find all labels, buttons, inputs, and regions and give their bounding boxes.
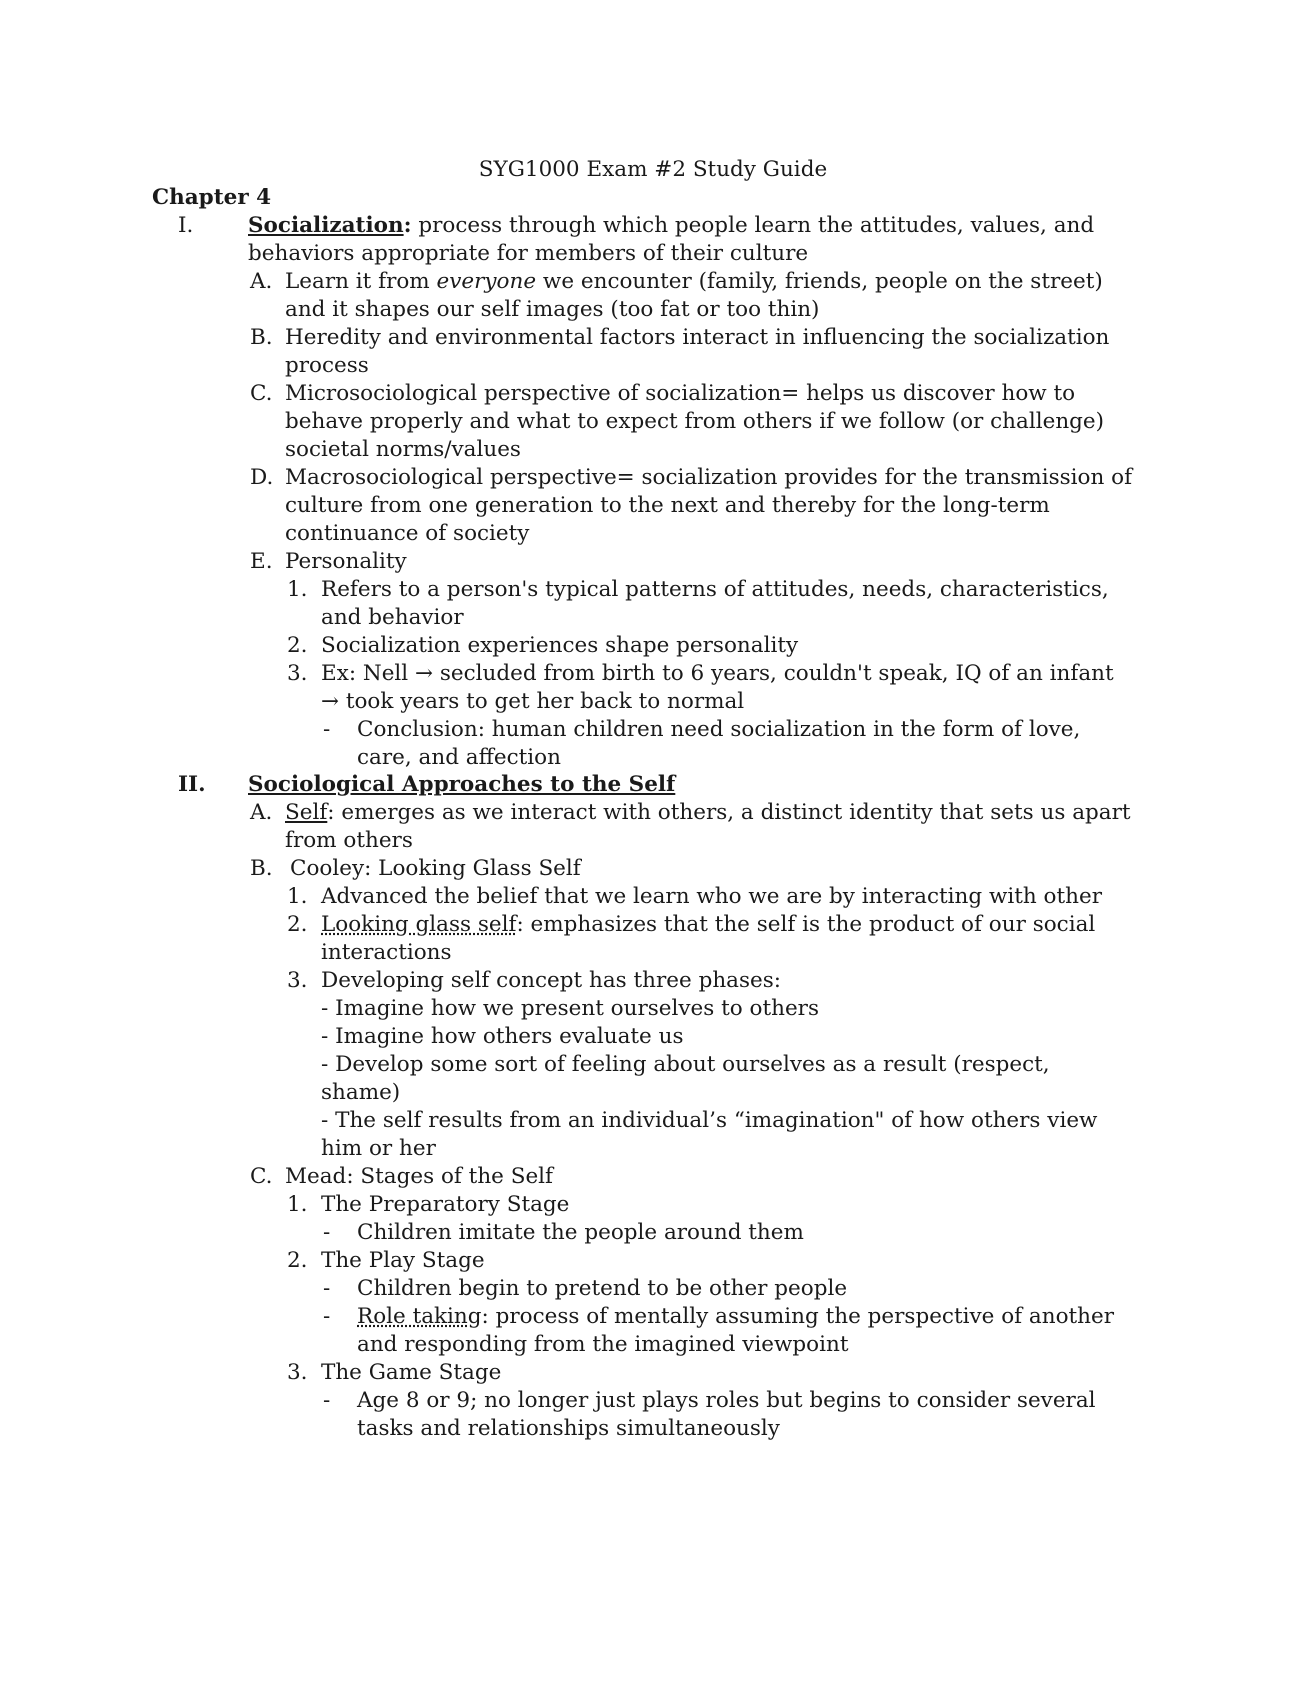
outline-marker: 1. [287,1192,308,1217]
document-title: SYG1000 Exam #2 Study Guide [478,157,828,182]
outline-text: Advanced the belief that we learn who we are by interacting with other [321,884,1102,909]
outline-marker: 2. [287,633,308,658]
text-span: we encounter (family, friends, people on the street) [536,269,1103,294]
outline-text: Refers to a person's typical patterns of attitudes, needs, characteristics, [321,577,1109,602]
outline-text [321,910,1095,940]
outline-text: The Preparatory Stage [321,1192,570,1217]
outline-text: - Imagine how others evaluate us [321,1024,684,1049]
outline-marker: 3. [287,661,308,686]
outline-text: from others [285,828,413,853]
outline-text: and responding from the imagined viewpoint [357,1332,849,1357]
dash-marker: - [323,1388,331,1413]
definition-text: : process of mentally assuming the perspective of another [481,1304,1115,1329]
outline-marker: C. [250,381,273,406]
outline-text: tasks and relationships simultaneously [357,1416,780,1441]
outline-text: The Game Stage [321,1360,502,1385]
definition-text: : emerges as we interact with others, a distinct identity that sets us apart [327,800,1131,825]
section-number: I. [178,213,194,238]
outline-text: and it shapes our self images (too fat or too thin) [285,297,820,322]
outline-text: Heredity and environmental factors interact in influencing the socialization [285,325,1110,350]
outline-text: Developing self concept has three phases: [321,968,782,993]
outline-text: shame) [321,1080,401,1105]
outline-text: behave properly and what to expect from others if we follow (or challenge) [285,409,1105,434]
outline-marker: 2. [287,1248,308,1273]
outline-marker: 3. [287,968,308,993]
section-number: II. [178,772,206,797]
outline-text: → took years to get her back to normal [321,689,745,714]
chapter-heading: Chapter 4 [152,185,272,210]
outline-text: culture from one generation to the next and thereby for the long-term [285,493,1050,518]
section-heading: Sociological Approaches to the Self [248,772,676,797]
outline-text: Age 8 or 9; no longer just plays roles but begins to consider several [357,1388,1096,1413]
outline-text: continuance of society [285,521,530,546]
outline-text: Macrosociological perspective= socialization provides for the transmission of [285,465,1133,490]
dash-marker: - [323,1276,331,1301]
key-term: Role taking [357,1304,482,1329]
outline-text [357,1302,1114,1332]
outline-text: Microsociological perspective of socialization= helps us discover how to [285,381,1076,406]
outline-marker: D. [250,465,274,490]
outline-text: The Play Stage [321,1248,485,1273]
outline-text: - Develop some sort of feeling about ourselves as a result (respect, [321,1052,1050,1077]
key-term: Looking glass self [321,912,517,937]
outline-marker: B. [250,325,273,350]
outline-marker: A. [250,800,273,825]
outline-text: behaviors appropriate for members of their culture [248,241,809,266]
emphasis-text: everyone [436,269,537,294]
definition-text: process through which people learn the attitudes, values, and [411,213,1095,238]
outline-text: Mead: Stages of the Self [285,1164,554,1189]
dash-marker: - [323,717,331,742]
outline-marker: 3. [287,1360,308,1385]
outline-marker: 2. [287,912,308,937]
outline-text: interactions [321,940,452,965]
outline-text: care, and affection [357,745,561,770]
outline-text: societal norms/values [285,437,521,462]
outline-text: - The self results from an individual’s “imagination" of how others view [321,1108,1098,1133]
outline-text: Personality [285,549,407,574]
outline-text [285,267,1103,297]
dash-marker: - [323,1220,331,1245]
outline-text: him or her [321,1136,436,1161]
outline-text [248,211,1094,241]
outline-marker: E. [250,549,273,574]
key-term-colon: : [403,213,412,238]
text-span: Learn it from [285,269,437,294]
dash-marker: - [323,1304,331,1329]
outline-text: Children begin to pretend to be other people [357,1276,848,1301]
outline-text [285,798,1131,828]
outline-text: Socialization experiences shape personality [321,633,799,658]
outline-text: and behavior [321,605,464,630]
outline-text: - Imagine how we present ourselves to others [321,996,819,1021]
outline-marker: A. [250,269,273,294]
definition-text: : emphasizes that the self is the product of our social [516,912,1096,937]
outline-marker: C. [250,1164,273,1189]
outline-text: Cooley: Looking Glass Self [290,856,581,881]
outline-text: Ex: Nell → secluded from birth to 6 years, couldn't speak, IQ of an infant [321,661,1114,686]
key-term: Socialization [248,213,404,238]
outline-text: Conclusion: human children need socialization in the form of love, [357,717,1081,742]
outline-marker: B. [250,856,273,881]
key-term: Self [285,800,328,825]
outline-marker: 1. [287,577,308,602]
outline-text: Children imitate the people around them [357,1220,804,1245]
outline-text: process [285,353,369,378]
outline-marker: 1. [287,884,308,909]
